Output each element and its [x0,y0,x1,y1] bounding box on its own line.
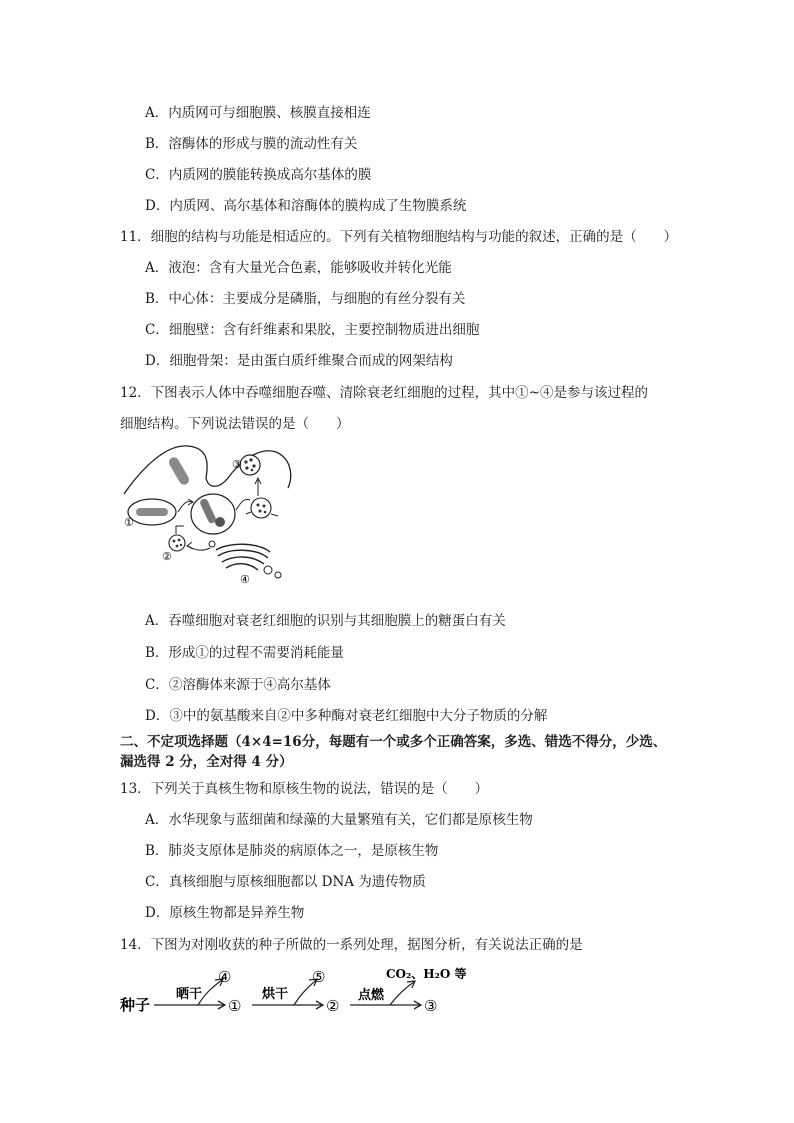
q13-option-d: D．原核生物都是异养生物 [145,905,305,921]
q12-stem-line2: 细胞结构。下列说法错误的是（ ） [120,416,350,432]
q11-option-d: D．细胞骨架：是由蛋白质纤维聚合而成的网架结构 [145,353,453,369]
q11-option-a: A．液泡：含有大量光合色素，能够吸收并转化光能 [145,260,452,276]
q12-option-b: B．形成①的过程不需要消耗能量 [145,645,344,661]
q14-stem: 14．下图为对刚收获的种子所做的一系列处理，据图分析，有关说法正确的是 [120,937,583,953]
q12-stem-line1: 12．下图表示人体中吞噬细胞吞噬、清除衰老红细胞的过程，其中①~④是参与该过程的 [120,385,648,401]
step-ignite: 点燃 [358,988,385,1003]
q12-option-c: C．②溶酶体来源于④高尔基体 [145,677,331,693]
label-1: ① [124,516,134,529]
q13-option-c: C．真核细胞与原核细胞都以 DNA 为遗传物质 [145,874,426,890]
q11-option-b: B．中心体：主要成分是磷脂，与细胞的有丝分裂有关 [145,291,466,307]
q11-stem: 11．细胞的结构与功能是相适应的。下列有关植物细胞结构与功能的叙述，正确的是（ ） [120,229,678,245]
q10-option-a: A．内质网可与细胞膜、核膜直接相连 [145,105,371,121]
q12-option-d: D．③中的氨基酸来自②中多种酶对衰老红细胞中大分子物质的分解 [145,708,548,724]
section-2-header-line1: 二、不定项选择题（4×4=16分，每题有一个或多个正确答案，多选、错选不得分，少选、 [120,734,667,750]
label-2: ② [162,550,172,563]
section-2-header-line2: 漏选得 2 分，全对得 4 分） [120,754,293,770]
step-sun-dry: 晒干 [176,987,203,1002]
q10-option-b: B．溶酶体的形成与膜的流动性有关 [145,136,358,152]
label-4: ④ [240,573,250,586]
q10-option-c: C．内质网的膜能转换成高尔基体的膜 [145,167,372,183]
seed-processing-diagram [118,962,467,1022]
q11-option-c: C．细胞壁：含有纤维素和果胶，主要控制物质进出细胞 [145,322,480,338]
q13-option-b: B．肺炎支原体是肺炎的病原体之一，是原核生物 [145,843,439,859]
branch-5: ⑤ [312,968,326,986]
q12-option-a: A．吞噬细胞对衰老红细胞的识别与其细胞膜上的糖蛋白有关 [145,613,506,629]
branch-4: ④ [218,968,232,986]
seed-label: 种子 [120,996,151,1014]
node-1: ① [228,997,242,1015]
q13-option-a: A．水华现象与蓝细菌和绿藻的大量繁殖有关，它们都是原核生物 [145,812,533,828]
phagocytosis-figure [118,440,308,586]
q10-option-d: D．内质网、高尔基体和溶酶体的膜构成了生物膜系统 [145,198,467,214]
node-3: ③ [424,997,438,1015]
products-label: CO₂、H₂O 等 [386,967,467,981]
step-oven-dry: 烘干 [262,987,289,1002]
label-3: ③ [232,458,242,471]
q13-stem: 13．下列关于真核生物和原核生物的说法，错误的是（ ） [120,781,489,797]
node-2: ② [326,997,340,1015]
